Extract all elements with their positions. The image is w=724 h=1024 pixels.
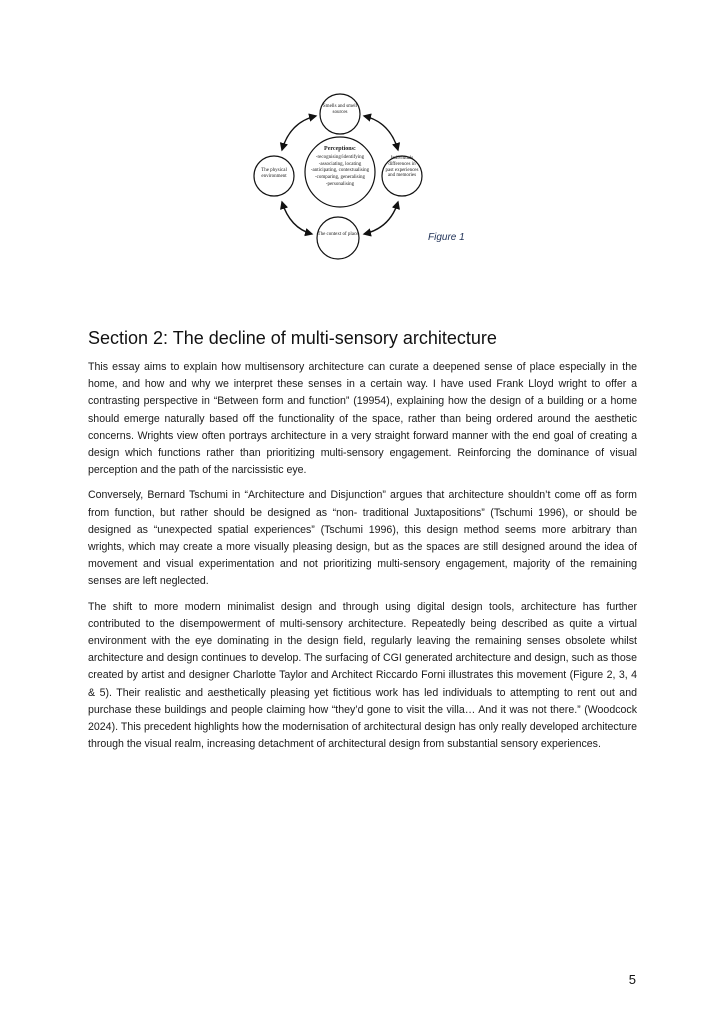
arrow-top-right [364, 116, 398, 150]
node-individual-differences: Individuals differences in past experiences and memories [385, 156, 419, 179]
node-context-of-place: The context of place [317, 232, 359, 237]
paragraph: The shift to more modern minimalist design and through using digital design tools, architecture has further contributed to the disempowerment of multi-sensory architecture. Repeatedly being described as quite a virtual environment with the eye dominating in the design field, regularly leaving the remaining senses obsolete whilst architecture and design continues to develop. The surfacing of CGI generated architecture and design, such as those created by artist and designer Charlotte Taylor and Architect Riccardo Forni illustrates this movement (Figure 2, 3, 4 & 5). Their realistic and aesthetically pleasing yet fictitious work has led individuals to attempting to rent out and purchase these buildings and people claiming how “they’d gone to visit the villa… And it was not there.” (Woodcock 2024). This precedent highlights how the modernisation of architectural design has only really developed architecture through the visual realm, increasing detachment of architectural design from substantial sensory experiences. [88, 600, 637, 751]
paragraph: This essay aims to explain how multisensory architecture can curate a deepened sense of place especially in the home, and how and why we interpret these senses in a certain way. I have used Frank Lloyd wright to offer a contrasting perspective in “Between form and function” (19954), explaining how the design of a building or a home should emerge naturally based off the functionality of the space, rather than being ordered around the aesthetic concerns. Wrights view often portrays architecture in a very straight forward manner with the end goal of creating a design which functions rather than prioritizing multi-sensory engagement. Reinforcing the dominance of visual perception and the path of the narcissistic eye. [88, 361, 637, 477]
perceptions-item: -anticipating, contextualising [310, 168, 370, 174]
node-smells: Smells and smell sources [322, 104, 358, 115]
perceptions-item: -personalising [325, 181, 355, 187]
perceptions-item: -comparing, generalising [315, 175, 365, 181]
perceptions-item: -recognising/identifying [315, 154, 365, 160]
arrow-bottom-right [364, 202, 398, 234]
node-circle-bottom [317, 217, 359, 259]
section-title: Section 2: The decline of multi-sensory architecture [88, 328, 497, 348]
perceptions-heading: Perceptions: [324, 146, 356, 152]
paragraph: Conversely, Bernard Tschumi in “Architecture and Disjunction” argues that architecture shouldn’t come off as form from function, but rather should be designed as “non- traditional Juxtapositions” (Tschumi 1996), or should be designed as “unexpected spatial experiences” (Tschumi 1996), this design method seems more arbitrary than wrights, which may create a more visually pleasing design, but as the spaces are still designed around the idea of movement and visual experimentation and not prioritizing multi-sensory engagement, majority of the remaining senses are left neglected. [88, 489, 637, 588]
arrow-top-left [282, 116, 316, 150]
perceptions-item: -associating, locating [318, 161, 362, 167]
node-physical-environment: The physical environment [261, 168, 287, 179]
body-text [88, 359, 637, 761]
figure-caption: Figure 1 [428, 232, 465, 243]
node-perceptions [302, 146, 378, 189]
arrow-bottom-left [282, 202, 312, 234]
page-number: 5 [628, 972, 636, 987]
